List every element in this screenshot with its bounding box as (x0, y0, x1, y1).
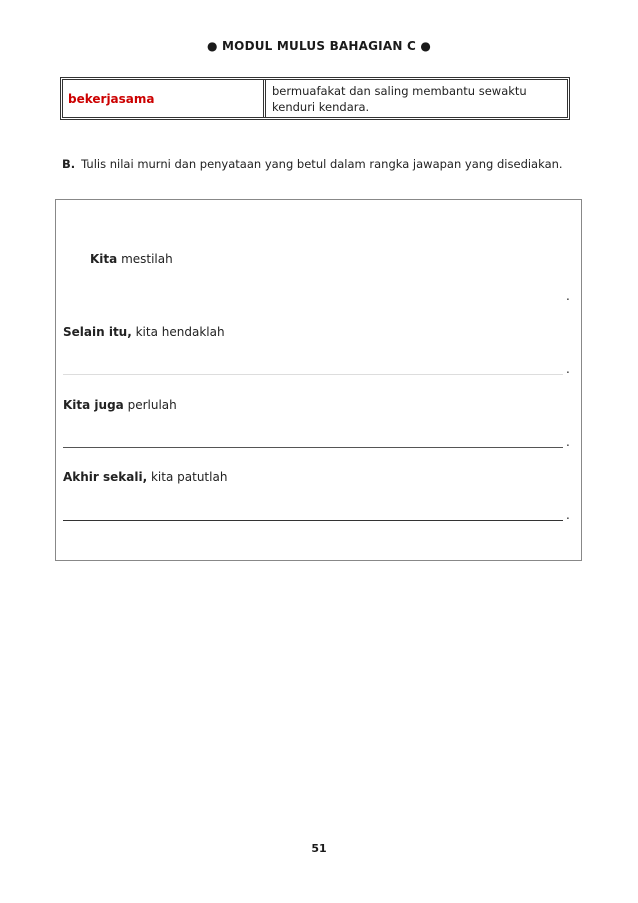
prompt-text: perlulah (123, 398, 177, 412)
prompt-bold: Selain itu, (63, 325, 132, 339)
prompt-kita-mestilah (90, 252, 173, 266)
prompt-bold: Akhir sekali, (63, 470, 148, 484)
prompt-selain-itu (63, 325, 225, 339)
prompt-akhir-sekali (63, 470, 227, 484)
prompt-text: mestilah (117, 252, 173, 266)
prompt-bold: Kita juga (63, 398, 124, 412)
answer-line[interactable] (63, 374, 563, 375)
answer-line[interactable] (63, 447, 563, 448)
line-period: . (566, 289, 570, 303)
prompt-text: kita patutlah (147, 470, 228, 484)
line-period: . (566, 435, 570, 449)
prompt-text: kita hendaklah (131, 325, 225, 339)
section-b-instruction (62, 157, 563, 171)
answer-line[interactable] (63, 520, 563, 521)
section-letter: B. (62, 157, 76, 171)
line-period: . (566, 508, 570, 522)
prompt-bold: Kita (90, 252, 118, 266)
prompt-kita-juga (63, 398, 177, 412)
vocab-meaning: bermuafakat dan saling membantu sewaktu kenduri kendara. (272, 84, 527, 114)
line-period: . (566, 362, 570, 376)
page-number: 51 (311, 842, 327, 855)
instruction-text: Tulis nilai murni dan penyataan yang betul dalam rangka jawapan yang disediakan. (81, 157, 563, 171)
vocab-table (60, 77, 570, 120)
answer-frame (55, 199, 582, 561)
vocab-word: bekerjasama (63, 80, 266, 117)
module-header: ● MODUL MULUS BAHAGIAN C ● (206, 39, 432, 53)
